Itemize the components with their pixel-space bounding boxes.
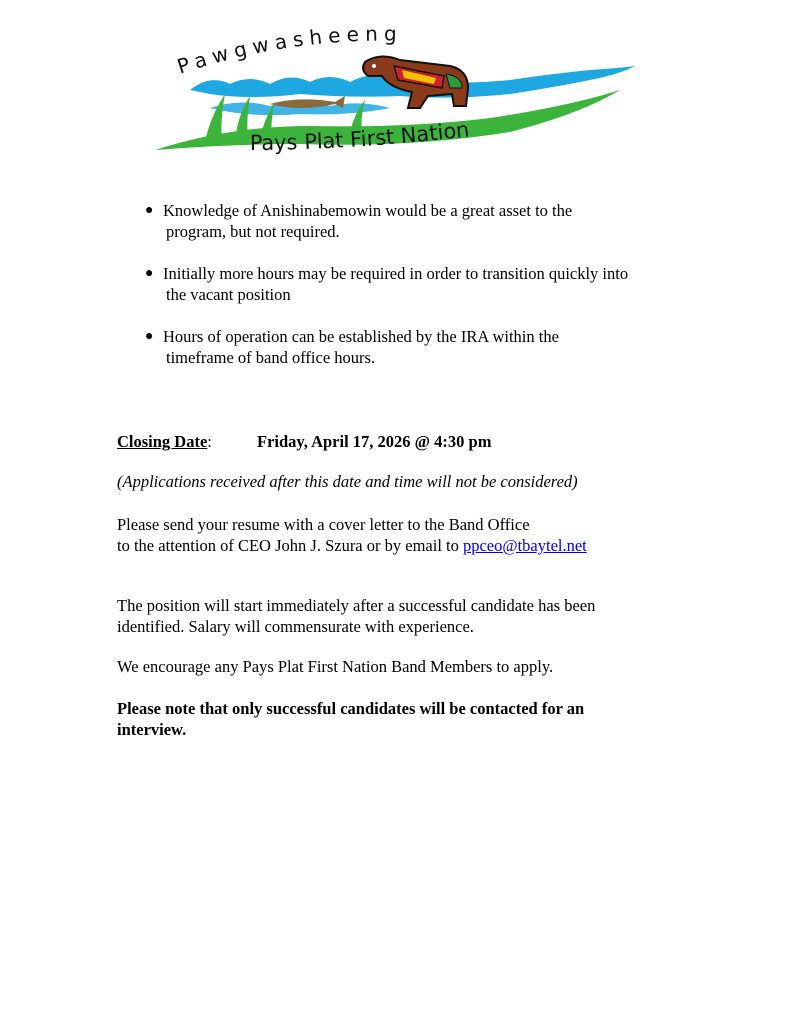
start-line-1: The position will start immediately after a successful candidate has been: [117, 596, 596, 615]
bullet-line-1: Hours of operation can be established by the IRA within the: [163, 327, 559, 346]
contact-note: [117, 698, 677, 740]
logo-top-textpath: Pawgwasheeng: [174, 22, 403, 79]
list-item: [141, 200, 701, 242]
bullet-line-1: Initially more hours may be required in order to transition quickly into: [163, 264, 629, 283]
closing-date-value: Friday, April 17, 2026 @ 4:30 pm: [257, 432, 492, 451]
bullet-icon: ●: [145, 203, 154, 218]
pays-plat-logo: [150, 22, 650, 162]
bullet-icon: ●: [145, 329, 154, 344]
bullet-icon: ●: [145, 266, 154, 281]
requirements-list: [141, 200, 701, 389]
list-item: [141, 263, 701, 305]
position-start-text: [117, 595, 677, 637]
note-line-1: Please note that only successful candidates will be contacted for an: [117, 699, 585, 718]
bullet-line-2: timeframe of band office hours.: [166, 348, 376, 367]
bullet-line-2: the vacant position: [166, 285, 291, 304]
send-line-1: Please send your resume with a cover letter to the Band Office: [117, 515, 530, 534]
send-line-2: to the attention of CEO John J. Szura or by email to: [117, 536, 459, 555]
encourage-text: We encourage any Pays Plat First Nation Band Members to apply.: [117, 657, 554, 676]
bullet-line-2: program, but not required.: [166, 222, 340, 241]
start-line-2: identified. Salary will commensurate with experience.: [117, 617, 474, 636]
send-instructions: [117, 514, 677, 556]
closing-date-colon: :: [207, 432, 212, 451]
email-link[interactable]: ppceo@tbaytel.net: [462, 536, 587, 555]
bullet-line-1: Knowledge of Anishinabemowin would be a great asset to the: [163, 201, 573, 220]
logo-graphic: [150, 22, 650, 162]
closing-date: [117, 432, 492, 452]
note-line-2: interview.: [117, 720, 187, 739]
closing-date-label: Closing Date: [117, 432, 208, 451]
late-applications-note: (Applications received after this date and time will not be considered): [117, 472, 578, 491]
list-item: [141, 326, 701, 368]
logo-bottom-textpath: Pays Plat First Nation: [249, 117, 471, 156]
